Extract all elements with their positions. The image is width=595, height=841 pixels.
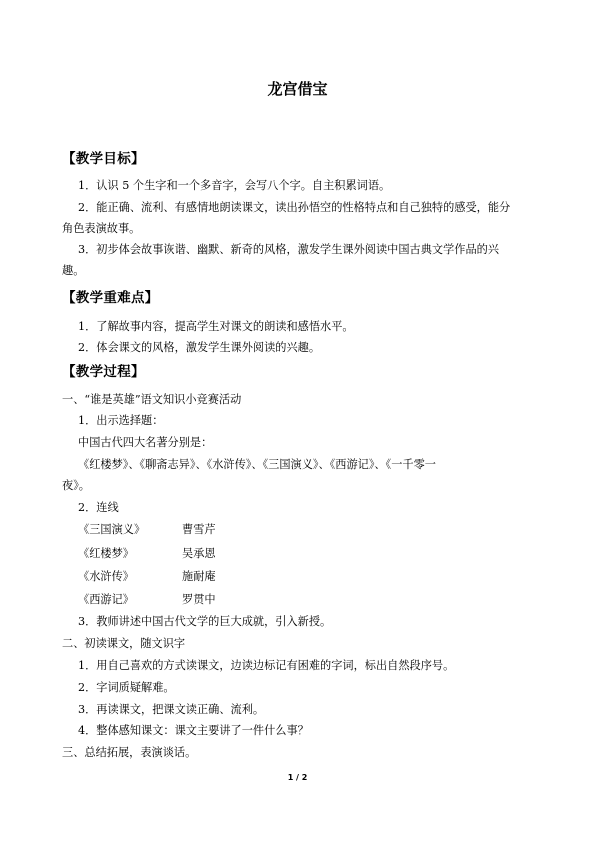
process-step-3: 3．教师讲述中国古代文学的巨大成就，引入新授。 — [78, 615, 332, 628]
page-title: 龙宫借宝 — [267, 80, 328, 98]
key-point-item-1: 1．了解故事内容，提高学生对课文的朗读和感悟水平。 — [78, 320, 354, 333]
process-part-1-title: 一、“谁是英雄”语文知识小竞赛活动 — [62, 393, 242, 406]
matching-book: 《红楼梦》 — [78, 547, 134, 560]
page-number: 1 / 2 — [287, 773, 308, 782]
matching-book: 《水浒传》 — [78, 570, 134, 583]
process-part-2-item-1: 1．用自己喜欢的方式读课文，边读边标记有困难的字词，标出自然段序号。 — [78, 659, 455, 672]
process-part-2-title: 二、初读课文，随文识字 — [62, 637, 186, 650]
matching-book: 《西游记》 — [78, 593, 134, 606]
process-part-3-title: 三、总结拓展，表演谈话。 — [62, 746, 197, 759]
process-part-2-item-3: 3．再读课文，把课文读正确、流利。 — [78, 703, 265, 716]
matching-author: 施耐庵 — [182, 570, 216, 583]
matching-author: 罗贯中 — [182, 593, 216, 606]
goal-item-2: 2．能正确、流利、有感情地朗读课文，读出孙悟空的性格特点和自己独特的感受，能分 — [78, 201, 511, 214]
section-heading-key-points: 【教学重难点】 — [62, 290, 159, 306]
process-step-2: 2．连线 — [78, 501, 119, 514]
goal-item-2-continued: 角色表演故事。 — [62, 222, 141, 235]
process-options-line-2: 夜》。 — [62, 479, 90, 492]
process-options-line-1: 《红楼梦》、《聊斋志异》、《水浒传》、《三国演义》、《西游记》、《一千零一 — [78, 458, 436, 471]
process-part-2-item-4: 4．整体感知课文：课文主要讲了一件什么事？ — [78, 724, 309, 737]
key-point-item-2: 2．体会课文的风格，激发学生课外阅读的兴趣。 — [78, 341, 321, 354]
goal-item-1: 1．认识 5 个生字和一个多音字，会写八个字。自主积累词语。 — [78, 179, 391, 192]
goal-item-3-continued: 趣。 — [62, 264, 85, 277]
matching-author: 曹雪芹 — [182, 523, 216, 536]
goal-item-3: 3．初步体会故事诙谐、幽默、新奇的风格，激发学生课外阅读中国古典文学作品的兴 — [78, 243, 500, 256]
matching-book: 《三国演义》 — [78, 523, 146, 536]
section-heading-process: 【教学过程】 — [62, 364, 145, 380]
process-part-2-item-2: 2．字词质疑解难。 — [78, 681, 175, 694]
matching-author: 吴承恩 — [182, 547, 216, 560]
section-heading-goals: 【教学目标】 — [62, 151, 145, 167]
process-question: 中国古代四大名著分别是： — [78, 436, 213, 449]
process-step-1: 1．出示选择题： — [78, 414, 164, 427]
